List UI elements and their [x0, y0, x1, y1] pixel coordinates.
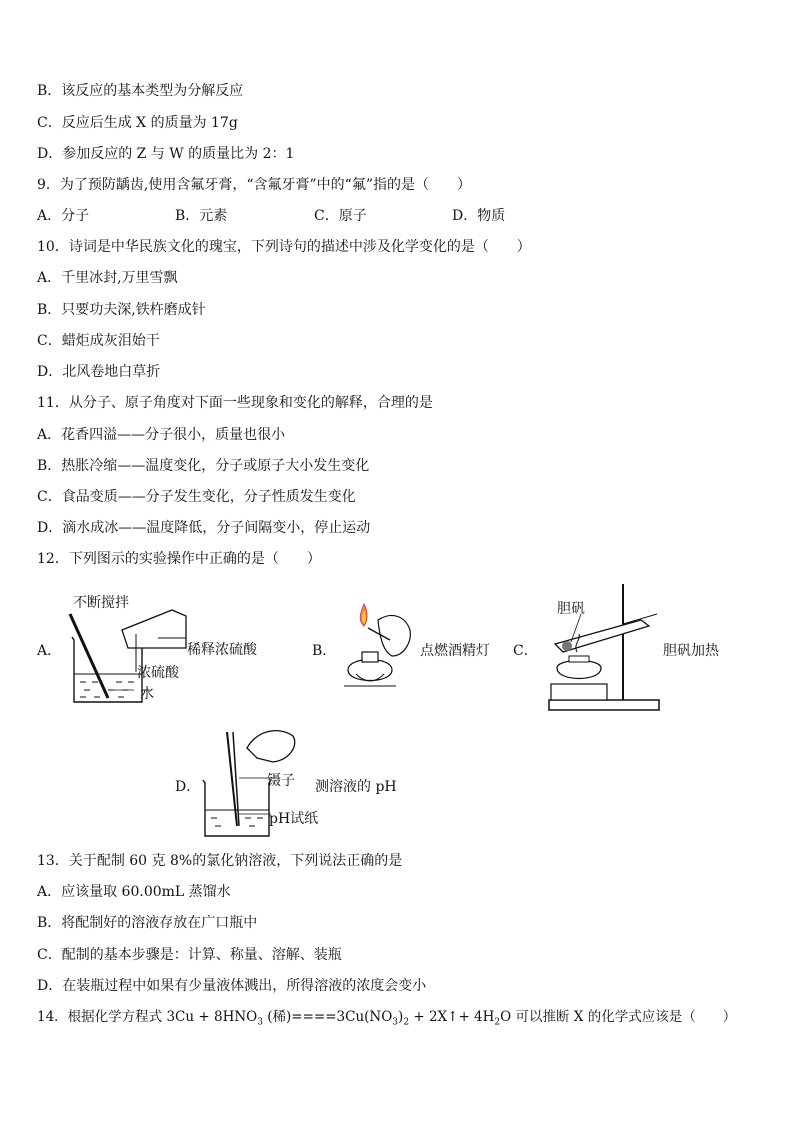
q9-option-d: D．物质	[452, 208, 506, 224]
q9-option-a: A．分子	[37, 208, 90, 224]
q11-option-a: A．花香四溢——分子很小，质量也很小	[37, 427, 286, 443]
q10-stem: 10．诗词是中华民族文化的瑰宝，下列诗句的描述中涉及化学变化的是（ ）	[37, 239, 531, 255]
q12-figure-a	[37, 592, 297, 707]
q12-figure-c	[513, 582, 753, 722]
q14-stem	[37, 1008, 736, 1032]
q12-b-letter: B．	[312, 643, 337, 659]
q14-sub-2: 3	[392, 1017, 399, 1028]
q14-sub-3: 2	[403, 1017, 410, 1028]
q13-stem: 13．关于配制 60 克 8%的氯化钠溶液，下列说法正确的是	[37, 853, 403, 869]
q12-d-letter: D．	[175, 779, 201, 795]
q12-c-label-top: 胆矾	[557, 601, 585, 617]
q12-figure-b	[312, 600, 502, 695]
q14-prefix: 14．根据化学方程式 3Cu + 8HNO	[37, 1009, 258, 1025]
q12-figure-d	[175, 726, 415, 844]
q12-d-label-paper: pH试纸	[269, 811, 319, 827]
q14-sub-1: 3	[257, 1017, 263, 1028]
q12-stem: 12．下列图示的实验操作中正确的是（ ）	[37, 551, 321, 567]
q14-suffix: + 2X↑+ 4H	[409, 1009, 495, 1025]
q8-option-c: C．反应后生成 X 的质量为 17g	[37, 115, 238, 131]
q14-sub-4: 2	[494, 1017, 501, 1028]
q9-stem: 9．为了预防龋齿,使用含氟牙膏，“含氟牙膏”中的“氟”指的是（ ）	[37, 177, 471, 193]
q13-option-c: C．配制的基本步骤是：计算、称量、溶解、装瓶	[37, 947, 342, 963]
q12-a-label-water: 水	[140, 686, 154, 702]
q13-option-a: A．应该量取 60.00mL 蒸馏水	[37, 884, 231, 900]
q11-option-c: C．食品变质——分子发生变化，分子性质发生变化	[37, 489, 356, 505]
q11-option-d: D．滴水成冰——温度降低，分子间隔变小，停止运动	[37, 520, 371, 536]
q12-c-label: 胆矾加热	[663, 643, 719, 659]
q10-option-a: A．千里冰封,万里雪飘	[37, 270, 178, 286]
q12-a-label-dilute: 稀释浓硫酸	[187, 642, 257, 658]
q13-option-b: B．将配制好的溶液存放在广口瓶中	[37, 915, 258, 931]
q12-a-label-acid: 浓硫酸	[137, 665, 179, 681]
q14-mid-2: )	[398, 1009, 404, 1025]
q9-option-c: C．原子	[314, 208, 367, 224]
q13-option-d: D．在装瓶过程中如果有少量液体溅出，所得溶液的浓度会变小	[37, 978, 427, 994]
heating-diagram	[537, 582, 667, 722]
q9-option-b: B．元素	[175, 208, 228, 224]
alcohol-lamp-diagram	[334, 600, 424, 695]
q10-option-b: B．只要功夫深,铁杵磨成针	[37, 302, 206, 318]
q12-a-label-stir: 不断搅拌	[73, 595, 129, 611]
q10-option-c: C．蜡炬成灰泪始干	[37, 333, 160, 349]
q8-option-b: B．该反应的基本类型为分解反应	[37, 83, 244, 99]
q11-stem: 11．从分子、原子角度对下面一些现象和变化的解释，合理的是	[37, 395, 433, 411]
q12-d-label: 测溶液的 pH	[315, 779, 397, 795]
q10-option-d: D．北风卷地白草折	[37, 364, 161, 380]
q14-mid-1: (稀)====3Cu(NO	[262, 1009, 393, 1025]
q12-a-letter: A．	[37, 643, 62, 659]
q12-c-letter: C．	[513, 643, 538, 659]
q8-option-d: D．参加反应的 Z 与 W 的质量比为 2：1	[37, 146, 295, 162]
q12-b-label: 点燃酒精灯	[420, 643, 490, 659]
q11-option-b: B．热胀冷缩——温度变化，分子或原子大小发生变化	[37, 458, 370, 474]
q12-d-label-tweezers: 镊子	[267, 773, 295, 789]
q14-end: O 可以推断 X 的化学式应该是（ ）	[500, 1009, 737, 1025]
